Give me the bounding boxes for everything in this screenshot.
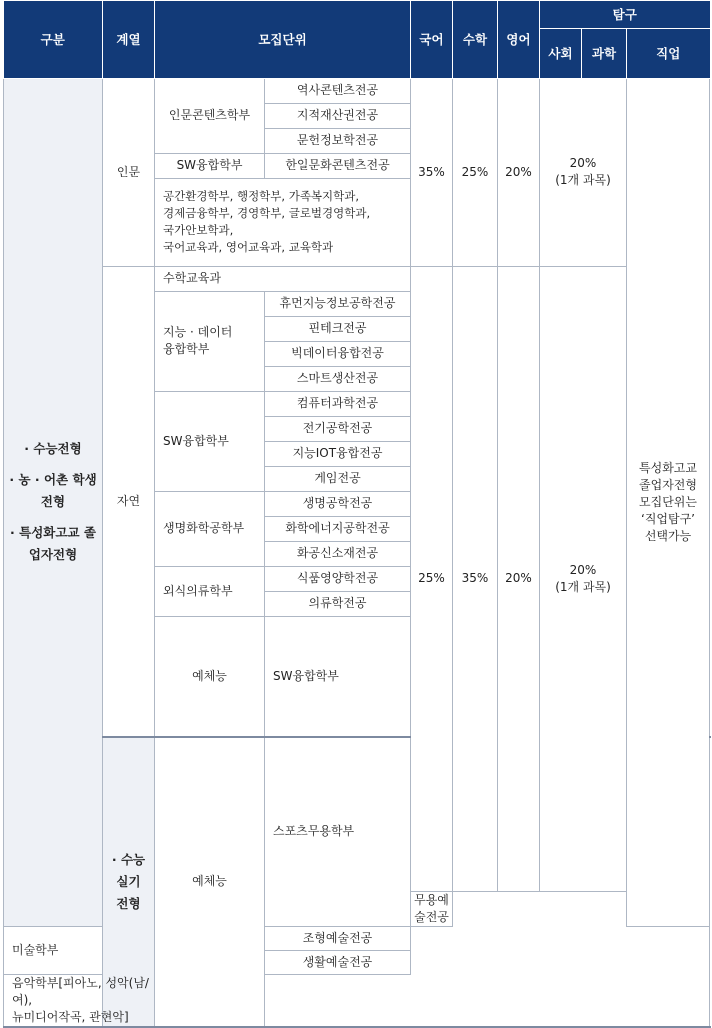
major-cell: 휴먼지능정보공학전공 [265, 291, 411, 316]
unit-line: 뉴미디어작곡, 관현악] [12, 1009, 129, 1024]
school-cell: SW융합학부 [155, 153, 265, 178]
school-cell: SW융합학부 [155, 391, 265, 491]
ratio-korean: 35% [411, 78, 453, 266]
major-cell: 스마트생산전공 [265, 366, 411, 391]
note-line: 졸업자전형 [639, 477, 697, 492]
note-line: 모집단위는 [639, 494, 697, 509]
school-cell: SW융합학부 [265, 616, 411, 737]
ratio-english: 20% [498, 266, 540, 891]
note-line: 특성화고교 [639, 460, 697, 475]
major-cell: 생명공학전공 [265, 491, 411, 516]
major-cell: 의류학전공 [265, 591, 411, 616]
school-cell: 인문콘텐츠학부 [155, 78, 265, 153]
header-english: 영어 [498, 1, 540, 78]
header-unit: 모집단위 [155, 1, 411, 78]
major-cell: 한일문화콘텐츠전공 [265, 153, 411, 178]
school-cell: 생명화학공학부 [155, 491, 265, 566]
major-cell: 게임전공 [265, 466, 411, 491]
field-humanities: 인문 [103, 78, 155, 266]
major-cell: 핀테크전공 [265, 316, 411, 341]
ratio-inquiry [540, 266, 627, 891]
school-cell: 스포츠무용학부 [265, 737, 411, 927]
header-inquiry: 탐구 [540, 1, 710, 28]
admission-ratio-table [3, 1, 710, 1028]
unit-line: 음악학부[피아노, 성악(남/여), [12, 975, 149, 1007]
major-cell: 문헌정보학전공 [265, 128, 411, 153]
major-cell: 컴퓨터과학전공 [265, 391, 411, 416]
school-cell: 수학교육과 [155, 266, 411, 291]
school-cell [155, 291, 265, 391]
unit-line: 공간환경학부, 행정학부, 가족복지학과, [163, 189, 360, 203]
unit-line: 경제금융학부, 경영학부, 글로벌경영학과, [163, 206, 371, 220]
category-item: 전형 [116, 895, 141, 911]
major-cell: 전기공학전공 [265, 416, 411, 441]
header-science: 과학 [582, 28, 627, 78]
school-line: 지능 · 데이터 [163, 325, 233, 339]
note-line: ‘직업탐구’ [641, 511, 695, 526]
major-cell: 생활예술전공 [265, 950, 411, 974]
note-line: 선택가능 [644, 528, 692, 543]
ratio-english: 20% [498, 78, 540, 266]
vocational-note [627, 78, 710, 926]
major-cell: 역사콘텐츠전공 [265, 78, 411, 103]
category-item: · 농 · 어촌 학생전형 [9, 472, 97, 509]
header-korean: 국어 [411, 1, 453, 78]
field-arts: 예체능 [155, 737, 265, 1027]
school-line: 융합학부 [163, 342, 210, 356]
ratio-korean: 25% [411, 266, 453, 891]
header-vocational: 직업 [627, 28, 710, 78]
major-cell: 화공신소재전공 [265, 541, 411, 566]
major-cell: 빅데이터융합전공 [265, 341, 411, 366]
inquiry-note: (1개 과목) [555, 579, 611, 594]
major-cell: 무용예술전공 [411, 891, 453, 926]
category-item: · 특성화고교 졸업자전형 [10, 525, 96, 562]
major-cell: 조형예술전공 [265, 926, 411, 950]
major-cell: 지능IOT융합전공 [265, 441, 411, 466]
unit-line: 국가안보학과, [163, 223, 234, 237]
major-cell: 지적재산권전공 [265, 103, 411, 128]
major-cell: 식품영양학전공 [265, 566, 411, 591]
ratio-inquiry [540, 78, 627, 266]
field-natural: 자연 [103, 266, 155, 737]
inquiry-note: (1개 과목) [555, 173, 611, 187]
category-item: · 수능실기 [111, 851, 146, 889]
unit-line: 국어교육과, 영어교육과, 교육학과 [163, 240, 334, 254]
header-social: 사회 [540, 28, 582, 78]
ratio-math: 25% [453, 78, 498, 266]
inquiry-percent: 20% [569, 562, 597, 577]
category-group1 [4, 78, 103, 926]
inquiry-percent: 20% [569, 156, 597, 170]
other-units [155, 178, 411, 266]
header-field: 계열 [103, 1, 155, 78]
header-math: 수학 [453, 1, 498, 78]
header-category: 구분 [4, 1, 103, 78]
music-units [4, 974, 155, 1027]
school-cell: 미술학부 [4, 926, 103, 974]
category-item: · 수능전형 [24, 441, 82, 456]
major-cell: 화학에너지공학전공 [265, 516, 411, 541]
field-arts: 예체능 [155, 616, 265, 737]
ratio-math: 35% [453, 266, 498, 891]
school-cell: 외식의류학부 [155, 566, 265, 616]
